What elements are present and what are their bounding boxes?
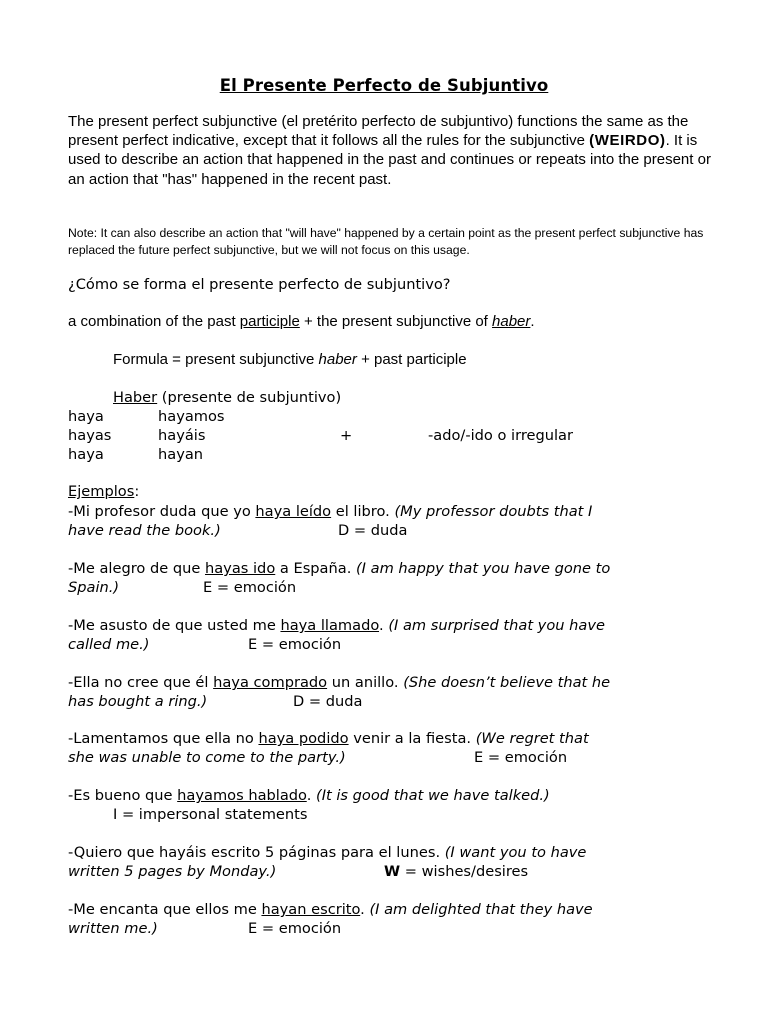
example-category: D = duda: [293, 693, 363, 710]
example-translation: called me.): [68, 636, 150, 653]
example-category: [384, 862, 528, 881]
example-translation: (I am surprised that you have: [388, 617, 605, 634]
example-translation: written 5 pages by Monday.): [68, 863, 277, 880]
example-translation: (My professor doubts that I: [394, 503, 593, 520]
example-translation: written me.): [68, 920, 158, 937]
haber-subtitle: (presente de subjuntivo): [157, 389, 342, 406]
participle-word: participle: [239, 313, 300, 330]
example-text: -Me alegro de que: [68, 560, 205, 577]
example-item: [68, 502, 748, 540]
example-verb: haya llamado: [280, 617, 380, 634]
example-category: D = duda: [338, 522, 408, 539]
example-translation: (I am delighted that they have: [369, 901, 593, 918]
ejemplos-colon: :: [134, 483, 140, 500]
plus-sign: +: [340, 427, 353, 444]
formation-question: ¿Cómo se forma el presente perfecto de subjuntivo?: [68, 276, 451, 293]
haber-singular-2: hayas: [68, 427, 112, 444]
example-category: E = emoción: [203, 579, 297, 596]
example-text: .: [379, 617, 389, 634]
haber-plural-1: hayamos: [158, 408, 225, 425]
example-translation: (We regret that: [475, 730, 589, 747]
haber-word: haber: [492, 313, 531, 330]
example-item: [68, 616, 748, 654]
example-translation: has bought a ring.): [68, 693, 208, 710]
formula-post: + past participle: [356, 351, 467, 368]
example-category: I = impersonal statements: [113, 806, 308, 823]
ejemplos-label: Ejemplos: [68, 483, 135, 500]
example-text: -Es bueno que: [68, 787, 178, 804]
example-category: E = emoción: [248, 636, 342, 653]
intro-text-1: The present perfect subjunctive (el pretérito perfecto de subjuntivo) functions the same as the present perfect indicative, except that it follows all the rules for the subjunctive: [68, 113, 689, 150]
combination-pre: a combination of the past: [68, 313, 240, 330]
example-item: [68, 673, 748, 711]
combination-end: .: [530, 313, 535, 330]
example-text: -Mi profesor duda que yo: [68, 503, 256, 520]
example-category: E = emoción: [474, 749, 568, 766]
formula-haber: haber: [318, 351, 357, 368]
example-text: .: [360, 901, 370, 918]
category-letter: W: [384, 863, 401, 880]
example-text: un anillo.: [327, 674, 404, 691]
example-verb: haya leído: [255, 503, 332, 520]
example-item: [68, 786, 748, 823]
note-paragraph: Note: It can also describe an action that "will have" happened by a certain point as the present perfect subjunctive has replaced the future perfect subjunctive, but we will not focus on this usage.: [68, 226, 704, 257]
example-verb: hayamos hablado: [177, 787, 307, 804]
example-text: venir a la fiesta.: [348, 730, 476, 747]
example-text: -Lamentamos que ella no: [68, 730, 259, 747]
example-translation: she was unable to come to the party.): [68, 749, 346, 766]
example-verb: haya podido: [258, 730, 349, 747]
example-verb: haya comprado: [213, 674, 328, 691]
example-translation: (She doesn’t believe that he: [403, 674, 611, 691]
example-translation: have read the book.): [68, 522, 221, 539]
haber-table-heading: [113, 389, 341, 406]
example-translation: (I am happy that you have gone to: [355, 560, 611, 577]
example-text: -Quiero que hayáis escrito 5 páginas para el lunes.: [68, 844, 445, 861]
formula-line: [113, 351, 467, 368]
formula-pre: Formula = present subjunctive: [113, 351, 319, 368]
haber-singular-1: haya: [68, 408, 104, 425]
haber-singular-3: haya: [68, 446, 104, 463]
intro-paragraph: [68, 112, 718, 189]
example-text: .: [306, 787, 317, 804]
ejemplos-heading: [68, 483, 139, 500]
haber-plural-2: hayáis: [158, 427, 206, 444]
intro-text-2: . It is used to describe an action that happened in the past and continues or repeats into the present or an action that "has" happened in the recent past.: [68, 132, 711, 188]
example-verb: hayas ido: [204, 560, 276, 577]
example-category: E = emoción: [248, 920, 342, 937]
example-text: -Me encanta que ellos me: [68, 901, 262, 918]
combination-mid: + the present subjunctive of: [299, 313, 493, 330]
example-translation: (It is good that we have talked.): [316, 787, 550, 804]
category-text: = wishes/desires: [400, 863, 529, 880]
participle-ending: -ado/-ido o irregular: [428, 427, 574, 444]
example-translation: Spain.): [68, 579, 120, 596]
example-item: [68, 900, 748, 938]
haber-plural-3: hayan: [158, 446, 204, 463]
example-text: a España.: [275, 560, 356, 577]
example-verb: hayan escrito: [261, 901, 361, 918]
combination-line: [68, 313, 535, 330]
example-text: el libro.: [331, 503, 395, 520]
example-text: -Ella no cree que él: [68, 674, 214, 691]
example-translation: (I want you to have: [444, 844, 587, 861]
example-item: [68, 843, 748, 881]
page-title: El Presente Perfecto de Subjuntivo: [219, 76, 549, 95]
haber-title: Haber: [113, 389, 158, 406]
example-text: -Me asusto de que usted me: [68, 617, 281, 634]
example-item: [68, 559, 748, 597]
example-item: [68, 729, 748, 767]
intro-weirdo: (WEIRDO): [589, 132, 666, 150]
